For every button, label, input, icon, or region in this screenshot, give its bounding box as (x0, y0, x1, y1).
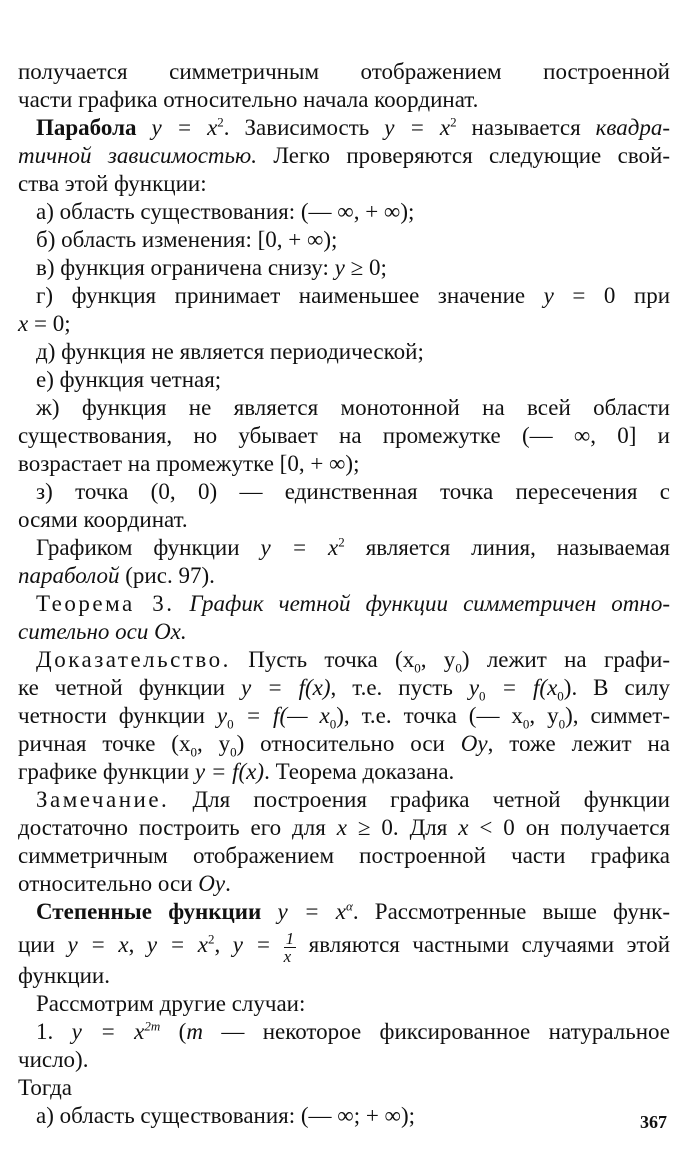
text-line: существования, но убывает на промежутке (— ∞, 0] и (18, 423, 670, 448)
text-line: относительно оси Oy. (18, 871, 231, 896)
section-heading: Парабола (36, 115, 137, 140)
list-item: ж) функция не является монотонной на всей области (36, 395, 670, 420)
list-item: д) функция не является периодической; (36, 339, 424, 364)
text-line: осями координат. (18, 507, 188, 532)
theorem-label: Теорема 3. (36, 591, 175, 616)
text-line: ке четной функции y = f(x), т.е. пусть $y_0 = f(x_0)$. В силу (18, 675, 670, 704)
list-item: е) функция четная; (36, 367, 222, 392)
text-line: ричная точке ($x_0$, $y_0$) относительно оси Oy, тоже лежит на (18, 731, 670, 760)
text-line: Тогда (18, 1075, 73, 1100)
theorem-statement: Теорема 3. График четной функции симметричен отно- (36, 591, 670, 616)
text-line: части графика относительно начала координат. (18, 87, 479, 112)
list-item: б) область изменения: [0, + ∞); (36, 227, 338, 252)
list-item: 1. $y = x^{2m}$ (m — некоторое фиксированное натуральное (36, 1018, 670, 1044)
text-line: ства этой функции: (18, 171, 207, 196)
text-line: графике функции y = f(x). Теорема доказана. (18, 759, 455, 784)
proof-label: Доказательство. (36, 647, 231, 672)
text-line: достаточно построить его для x ≥ 0. Для x < 0 он получается (18, 815, 671, 840)
text-line: число). (18, 1047, 89, 1072)
text-line: сительно оси Ox. (18, 619, 187, 644)
text-line: Графиком функции $y = x^2$ является линия, называемая (36, 534, 670, 560)
proof-line: Доказательство. Пусть точка ($x_0$, $y_0$) лежит на графи- (36, 647, 670, 676)
text-line: четности функции $y_0$ = f(— $x_0$), т.е. точка (— $x_0$, $y_0$), симмет- (18, 703, 670, 732)
fraction: $\frac{1}{x}$ (283, 929, 295, 966)
list-item: а) область существования: (— ∞, + ∞); (36, 199, 415, 224)
page-number: 367 (640, 1112, 667, 1132)
text-line: Рассмотрим другие случаи: (36, 991, 306, 1016)
list-item: в) функция ограничена снизу: y ≥ 0; (36, 255, 387, 280)
list-item: з) точка (0, 0) — единственная точка пересечения с (36, 479, 670, 504)
text-line: функции. (18, 963, 110, 988)
text-line: x = 0; (18, 311, 71, 336)
text-line: параболой (рис. 97). (18, 563, 215, 588)
list-item: г) функция принимает наименьшее значение y = 0 при (36, 283, 671, 308)
text-line: получается симметричным отображением построенной (18, 59, 670, 84)
text-line: возрастает на промежутке [0, + ∞); (18, 451, 360, 476)
remark-label: Замечание. (36, 787, 170, 812)
section-heading: Степенные функции (36, 899, 262, 924)
section-power-functions: Степенные функции $y = x^\alpha$. Рассмотренные выше функ- (36, 898, 670, 924)
section-parabola: Парабола $y = x^2$. Зависимость $y = x^2$ называется квадра- (36, 114, 671, 140)
list-item: а) область существования: (— ∞; + ∞); (36, 1103, 416, 1128)
remark-line: Замечание. Для построения графика четной функции (36, 787, 670, 812)
text-line: симметричным отображением построенной части графика (18, 843, 670, 868)
text-line: тичной зависимостью. Легко проверяются следующие свой- (18, 143, 671, 168)
text-line: ции y = x, $y = x^2$, y = $\frac{1}{x}$ являются частными случаями этой (18, 929, 671, 966)
